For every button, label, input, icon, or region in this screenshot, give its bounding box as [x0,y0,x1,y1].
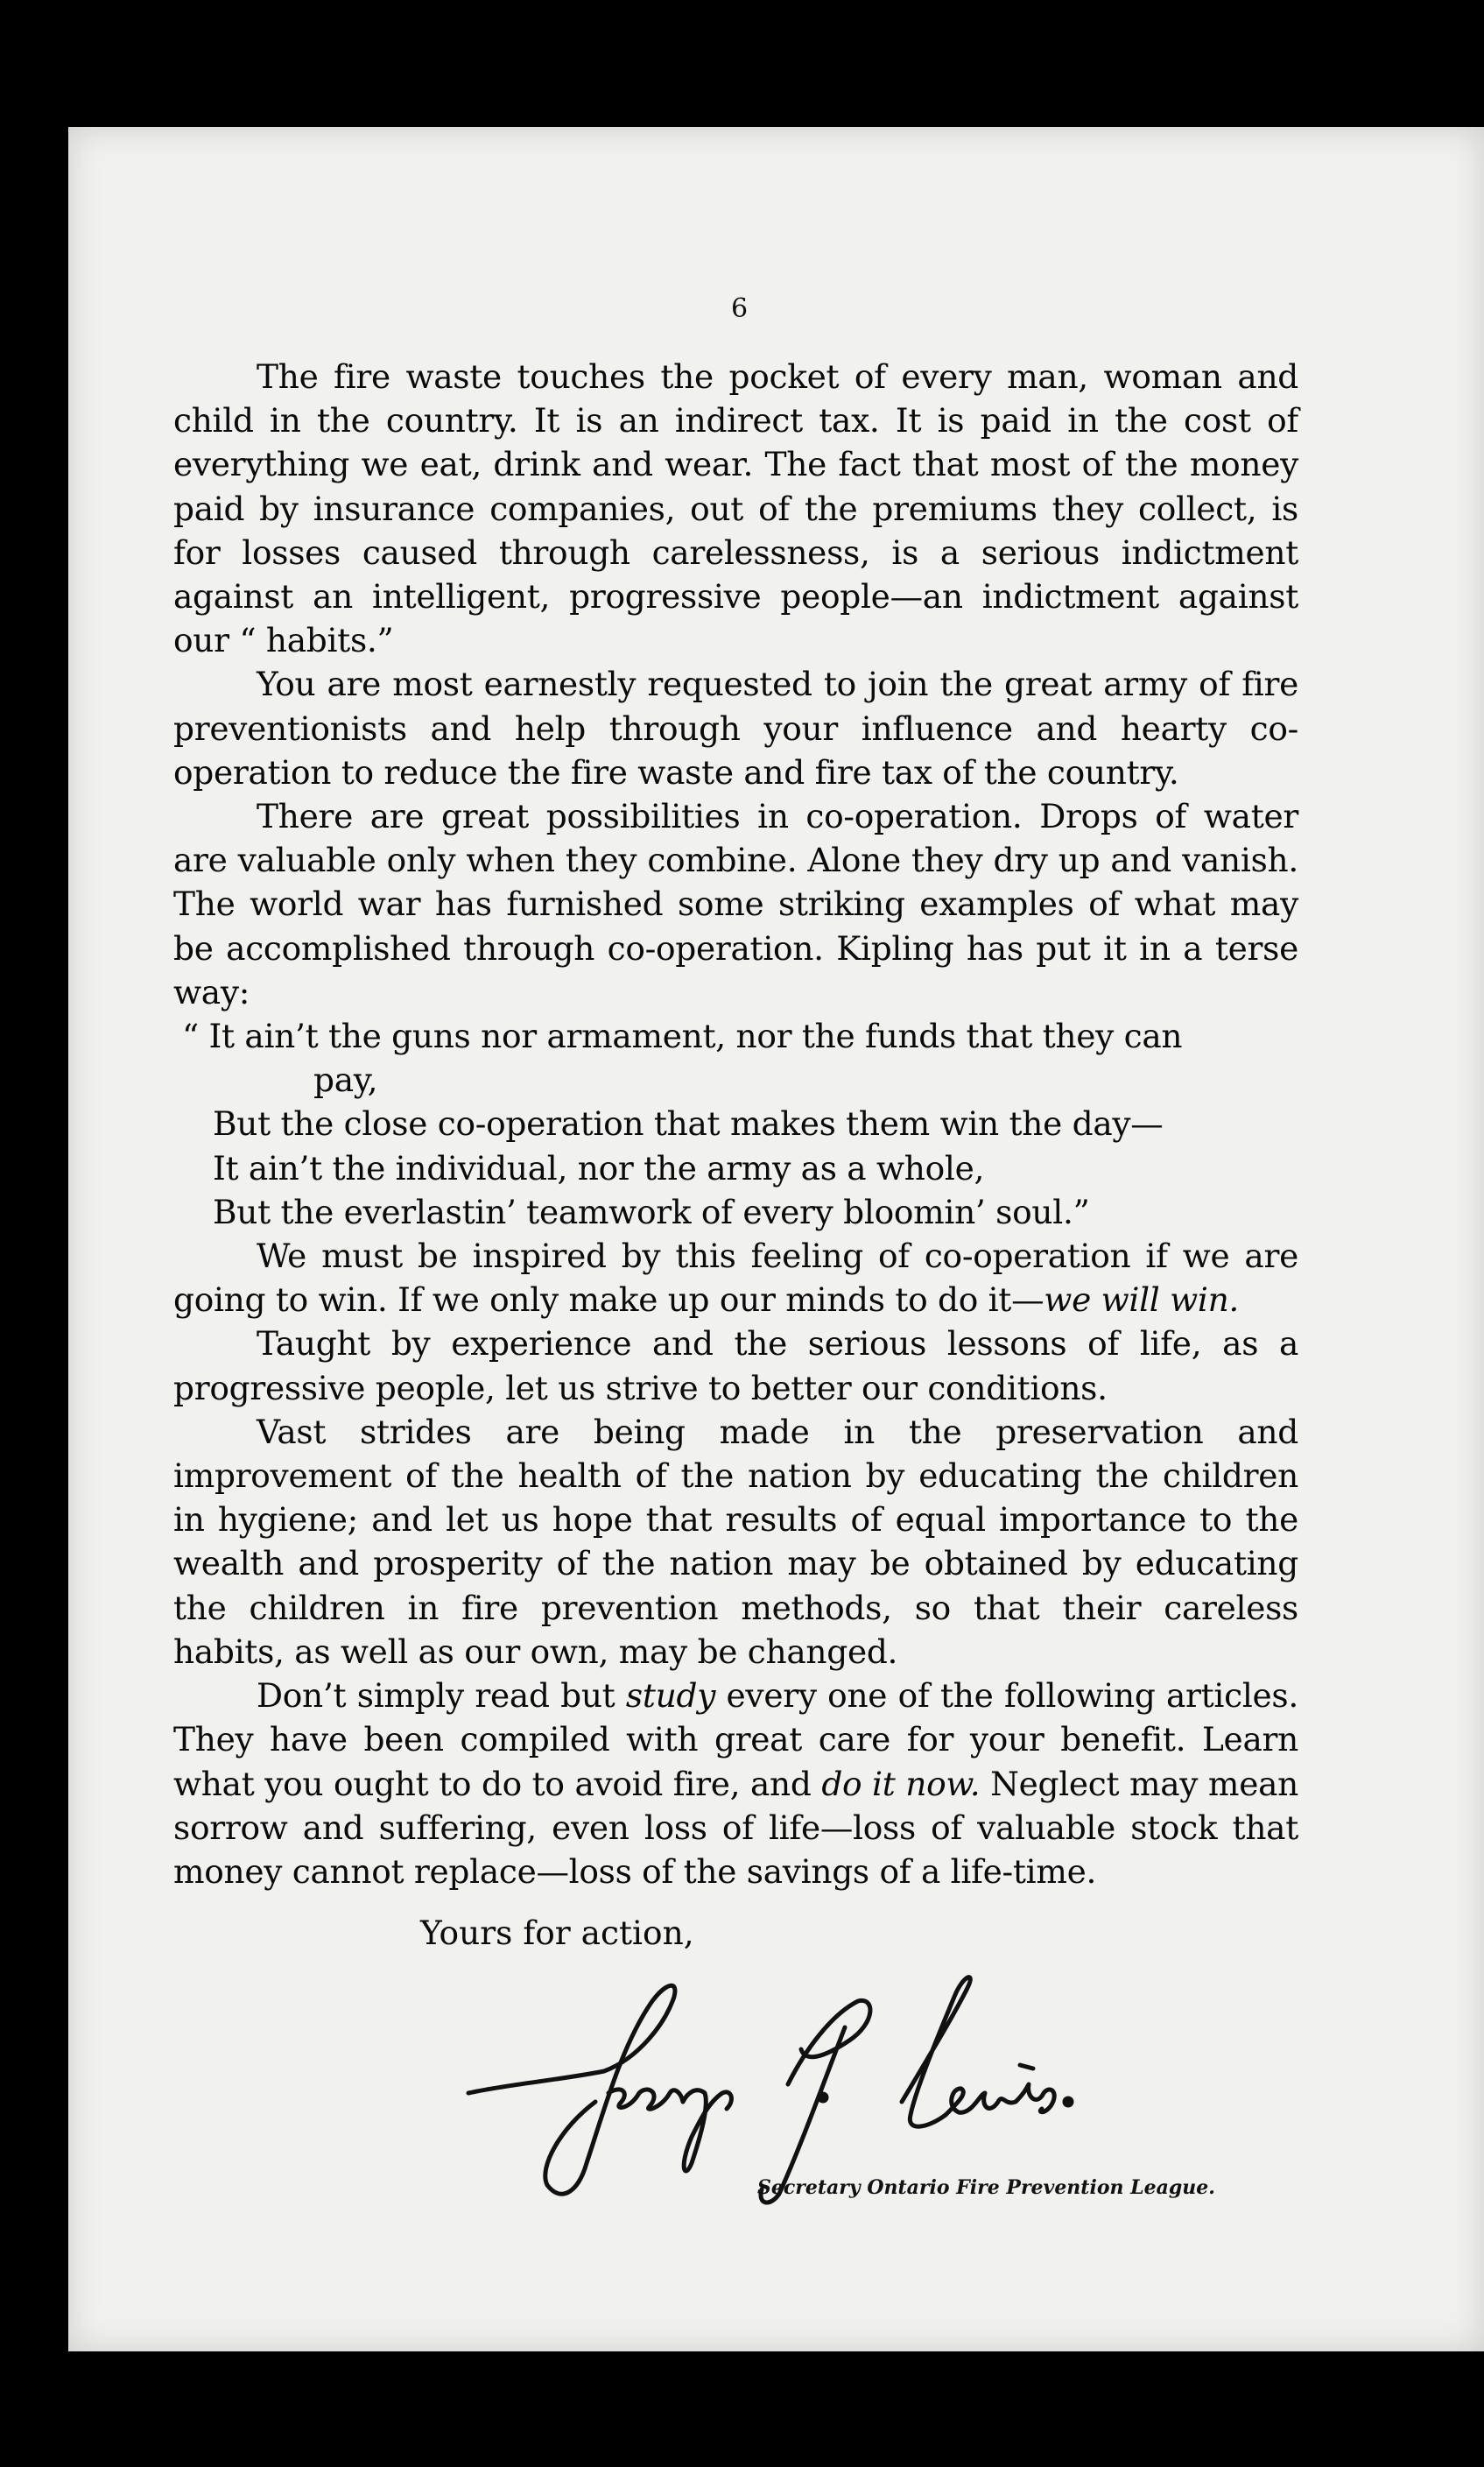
paragraph-vast-strides: Vast strides are being made in the preservation and improvement of the health of the nation by educating the children in hygiene; and let us hope that results of equal importance to the wealth and prosperity of the nation may be obtained by educating the children in fire prevention methods, so that their careless habits, as well as our own, may be changed. [173,1412,1298,1671]
kipling-verse [173,1014,1298,1234]
verse-line: pay, [313,1061,378,1100]
paragraph-cooperation: There are great possibilities in co-operation. Drops of water are valuable only when they combine. Alone they dry up and vanish. The world war has furnished some striking examples of what may be accomplished through co-operation. Kipling has put it in a terse way: [173,797,1298,1011]
paragraph-request: You are most earnestly requested to join the great army of fire preventionists and help through your influence and hearty co-operation to reduce the fire waste and fire tax of the country. [173,665,1298,792]
paragraph-study [173,1674,1298,1893]
emphasis-text: study [625,1676,716,1716]
emphasis-text: we will win. [1044,1280,1240,1320]
paragraph-text: We must be inspired by this feeling of co-operation if we are going to win. If we only make up our minds to do it— [173,1237,1298,1320]
paragraph-text: Don’t simply read but [257,1676,626,1716]
verse-line: It ain’t the individual, nor the army as a whole, [213,1148,985,1188]
verse-line: “ It ain’t the guns nor armament, nor the funds that they can [182,1017,1183,1056]
paragraph-text: every one of the following articles. They have been compiled with great care for your benefit. Learn what you ought to do to avoid fire, and [173,1676,1298,1803]
verse-line: But the everlastin’ teamwork of every bloomin’ soul.” [213,1192,1090,1231]
paragraph-text: Neglect may mean sorrow and suffering, even loss of life—loss of valuable stock that money cannot replace—loss of the savings of a life-time. [173,1764,1298,1891]
verse-line: But the close co-operation that makes them win the day— [213,1104,1164,1144]
emphasis-text: do it now. [821,1764,981,1803]
paragraph-fire-waste: The fire waste touches the pocket of every man, woman and child in the country. It is an indirect tax. It is paid in the cost of everything we eat, drink and wear. The fact that most of the money paid by insurance companies, out of the premiums they collect, is for losses caused through carelessness, is a serious indictment against an intelligent, progressive people—an indictment against our “ habits.” [173,357,1298,660]
signature-title: Secretary Ontario Fire Prevention League. [757,2176,1215,2199]
closing-line: Yours for action, [420,1914,694,1952]
paragraph-taught: Taught by experience and the serious lessons of life, as a progressive people, let us strive to better our conditions. [173,1324,1298,1407]
body-text [173,355,1298,1893]
paragraph-inspired [173,1234,1298,1322]
page-number: 6 [731,293,749,324]
